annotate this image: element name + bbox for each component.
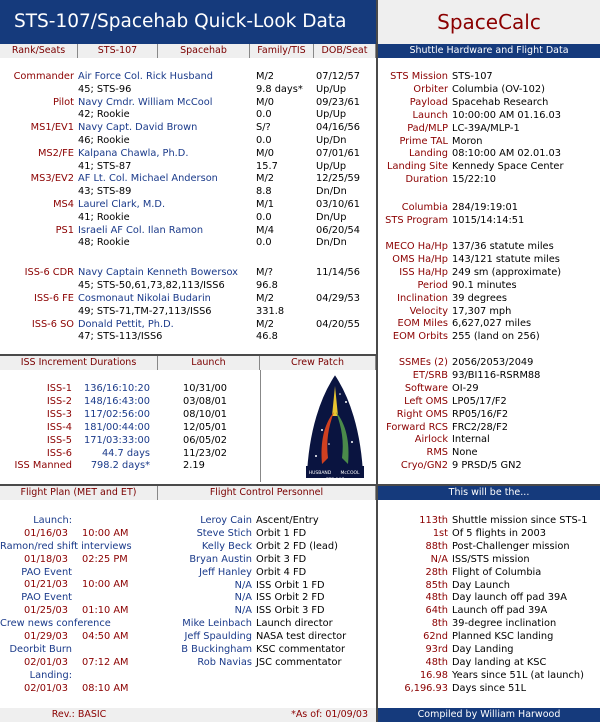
iss-crew-name: Cosmonaut Nikolai Budarin	[78, 292, 211, 304]
header-sts: STS-107	[78, 44, 158, 58]
this-will-be-text: Day landing at KSC	[452, 656, 547, 668]
patch-divider	[260, 370, 261, 482]
crew-seat: Dn/Up	[316, 211, 347, 223]
hardware-label: Forward RCS	[386, 421, 448, 433]
hardware-value: 137/36 statute miles	[452, 241, 554, 252]
hardware-label: Velocity	[409, 305, 448, 317]
hardware-value: FRC2/28/F2	[452, 421, 508, 433]
crew-sub: 42; Rookie	[78, 109, 130, 121]
iss-crew-sub: 45; STS-50,61,73,82,113/ISS6	[78, 279, 225, 291]
crew-family: M/1	[256, 199, 274, 210]
crew-seat: Up/Up	[316, 109, 347, 121]
crew-sub: 43; STS-89	[78, 186, 132, 198]
crew-seat: Up/Up	[316, 160, 347, 172]
hardware-label: Duration	[405, 174, 448, 186]
hardware-value: 93/BI116-RSRM88	[452, 369, 541, 381]
this-will-be-text: Planned KSC landing	[452, 631, 554, 643]
footer-compiled: Compiled by William Harwood	[378, 708, 600, 722]
this-will-be-text: Days since 51L	[452, 682, 527, 694]
hardware-value: 6,627,027 miles	[452, 318, 532, 330]
crew-rank: MS3/EV2	[30, 173, 74, 185]
hardware-label: MECO Ha/Hp	[385, 241, 448, 252]
header-crew-patch: Crew Patch	[260, 356, 376, 370]
crew-family: M/2	[256, 173, 274, 185]
hardware-label: EOM Orbits	[392, 331, 448, 343]
hardware-label: Landing	[408, 148, 448, 160]
personnel-role: Launch director	[256, 618, 333, 630]
this-will-be-text: Day Launch	[452, 579, 510, 591]
hardware-label: Left OMS	[404, 395, 448, 407]
this-will-be-text: Flight of Columbia	[452, 566, 542, 578]
hardware-value: Kennedy Space Center	[452, 161, 564, 173]
hardware-value: Internal	[452, 434, 490, 446]
hardware-label: Airlock	[414, 434, 448, 446]
hardware-label: EOM Miles	[397, 318, 448, 330]
header-spacehab: Spacehab	[158, 44, 250, 58]
crew-name: Air Force Col. Rick Husband	[78, 71, 214, 82]
crew-family: M/0	[256, 147, 274, 159]
hardware-value: Spacehab Research	[452, 96, 549, 108]
crew-name: Israeli AF Col. Ilan Ramon	[78, 224, 204, 236]
this-will-be-text: ISS/STS mission	[452, 553, 530, 565]
iss-crew-name: Donald Pettit, Ph.D.	[78, 318, 174, 330]
personnel-name: Steve Stich	[196, 527, 252, 539]
this-will-be-text: Launch off pad 39A	[452, 605, 548, 617]
iss-increment-launch: 08/10/01	[183, 408, 227, 420]
footer-asof: *As of: 01/09/03	[291, 709, 368, 720]
personnel-role: ISS Orbit 1 FD	[256, 579, 325, 591]
crew-seat: Dn/Dn	[316, 237, 347, 249]
crew-dob: 03/10/61	[316, 199, 360, 210]
iss-crew-sub: 49; STS-71,TM-27,113/ISS6	[78, 305, 212, 317]
crew-rank: MS2/FE	[37, 147, 74, 159]
hardware-value: 284/19:19:01	[452, 202, 518, 213]
crew-sub: 41; Rookie	[78, 211, 130, 223]
hardware-label: RMS	[426, 447, 448, 459]
hardware-value: None	[452, 447, 478, 459]
personnel-role: NASA test director	[256, 631, 347, 643]
crew-sub: 48; Rookie	[78, 237, 130, 249]
this-will-be-text: Post-Challenger mission	[452, 540, 570, 552]
flight-plan-time: 10:00 AM	[82, 579, 129, 591]
hardware-value: 255 (land on 256)	[452, 331, 540, 343]
iss-increment-launch: 2.19	[183, 460, 205, 472]
header-rank: Rank/Seats	[0, 44, 78, 58]
iss-increment-duration: 798.2 days*	[90, 460, 150, 472]
hardware-label: OMS Ha/Hp	[392, 253, 448, 265]
header-flight-personnel: Flight Control Personnel	[158, 486, 376, 500]
personnel-name: Bryan Austin	[189, 553, 252, 565]
hardware-value: LP05/17/F2	[452, 395, 507, 407]
crew-rank: MS1/EV1	[30, 122, 74, 134]
flight-plan-label: Launch:	[33, 515, 72, 526]
personnel-name: B Buckingham	[181, 644, 252, 655]
hardware-label: Landing Site	[387, 161, 448, 173]
hardware-label: STS Program	[385, 214, 448, 226]
crew-rank: Commander	[13, 71, 74, 82]
iss-increment-label: ISS-4	[46, 421, 72, 433]
personnel-name: N/A	[234, 592, 252, 604]
iss-increment-launch: 11/23/02	[183, 447, 227, 459]
hardware-value: LC-39A/MLP-1	[452, 122, 520, 134]
crew-dob: 04/16/56	[316, 122, 360, 134]
crew-rank: Pilot	[53, 96, 74, 108]
iss-increment-duration: 148/16:43:00	[84, 395, 150, 407]
crew-family: M/2	[256, 71, 274, 82]
flight-plan-time: 04:50 AM	[82, 631, 129, 642]
this-will-be-number: 113th	[419, 515, 448, 526]
flight-plan-date: 01/21/03	[24, 579, 68, 591]
crew-name: Kalpana Chawla, Ph.D.	[78, 147, 189, 159]
hardware-label: Prime TAL	[399, 135, 448, 147]
crew-tis: 0.0	[256, 211, 272, 223]
hardware-label: Payload	[409, 96, 448, 108]
header-dob: DOB/Seat	[314, 44, 376, 58]
crew-family: S/?	[256, 122, 271, 134]
personnel-name: Mike Leinbach	[182, 618, 252, 630]
iss-crew-family: M/?	[256, 267, 273, 278]
hardware-value: 17,307 mph	[452, 305, 512, 317]
crew-tis: 0.0	[256, 135, 272, 146]
crew-seat: Up/Dn	[316, 135, 347, 146]
this-will-be-number: 93rd	[425, 644, 448, 655]
hardware-value: 2056/2053/2049	[452, 357, 534, 368]
this-will-be-number: 8th	[431, 618, 448, 630]
flight-plan-date: 01/25/03	[24, 605, 68, 617]
iss-increment-duration: 136/16:10:20	[84, 383, 150, 394]
crew-dob: 07/01/61	[316, 147, 360, 159]
flight-plan-label: PAO Event	[21, 566, 72, 578]
flight-plan-time: 07:12 AM	[82, 656, 129, 668]
flight-plan-label: PAO Event	[21, 592, 72, 604]
hardware-label: Software	[404, 382, 448, 394]
iss-increment-label: ISS-5	[46, 434, 72, 446]
personnel-role: ISS Orbit 2 FD	[256, 592, 325, 604]
flight-plan-time: 10:00 AM	[82, 527, 129, 539]
flight-plan-time: 02:25 PM	[82, 553, 128, 565]
flight-plan-date: 02/01/03	[24, 656, 68, 668]
hardware-value: Columbia (OV-102)	[452, 83, 545, 95]
this-will-be-number: 64th	[425, 605, 448, 617]
this-will-be-number: 6,196.93	[404, 682, 448, 694]
header-family: Family/TIS	[250, 44, 314, 58]
flight-plan-label: Deorbit Burn	[9, 644, 72, 655]
this-will-be-text: Shuttle mission since STS-1	[452, 515, 588, 526]
crew-rank: PS1	[55, 224, 74, 236]
crew-name: AF Lt. Col. Michael Anderson	[78, 173, 218, 185]
iss-increment-launch: 03/08/01	[183, 395, 227, 407]
hardware-label: Period	[417, 279, 448, 291]
personnel-name: Leroy Cain	[200, 515, 252, 526]
personnel-name: N/A	[234, 579, 252, 591]
this-will-be-number: 85th	[425, 579, 448, 591]
iss-crew-dob: 04/29/53	[316, 292, 360, 304]
crew-patch	[302, 372, 368, 484]
hardware-value: 9 PRSD/5 GN2	[452, 460, 522, 472]
crew-name: Laurel Clark, M.D.	[78, 199, 166, 210]
patch-band: STS-107	[325, 478, 345, 483]
iss-increment-duration: 181/00:44:00	[84, 421, 150, 433]
flight-plan-date: 01/16/03	[24, 527, 68, 539]
iss-increment-launch: 12/05/01	[183, 421, 227, 433]
flight-plan-time: 01:10 AM	[82, 605, 129, 617]
flight-plan-date: 01/29/03	[24, 631, 68, 642]
hardware-value: 249 sm (approximate)	[452, 266, 562, 278]
patch-left-name: HUSBAND	[308, 471, 332, 476]
flight-plan-label: Landing:	[29, 669, 72, 681]
this-will-be-text: 39-degree inclination	[452, 618, 557, 630]
hardware-label: Orbiter	[413, 83, 448, 95]
iss-crew-tis: 331.8	[256, 305, 285, 317]
this-will-be-text: Day Landing	[452, 644, 514, 655]
personnel-role: ISS Orbit 3 FD	[256, 605, 325, 617]
personnel-role: Orbit 2 FD (lead)	[256, 540, 338, 552]
iss-crew-name: Navy Captain Kenneth Bowersox	[78, 267, 238, 278]
hardware-value: OI-29	[452, 382, 479, 394]
this-will-be-number: 1st	[432, 527, 448, 539]
this-will-be-number: N/A	[430, 553, 448, 565]
flight-plan-label: Ramon/red shift interviews	[0, 540, 132, 552]
iss-increment-duration: 44.7 days	[101, 447, 150, 459]
flight-plan-date: 02/01/03	[24, 682, 68, 694]
personnel-name: Kelly Beck	[201, 540, 252, 552]
iss-increment-duration: 117/02:56:00	[84, 408, 150, 420]
crew-tis: 0.0	[256, 237, 272, 249]
crew-family: M/0	[256, 96, 274, 108]
crew-dob: 06/20/54	[316, 224, 360, 236]
crew-sub: 41; STS-87	[78, 160, 132, 172]
hardware-label: Right OMS	[396, 408, 448, 420]
hardware-value: 15/22:10	[452, 174, 496, 186]
this-will-be-text: Years since 51L (at launch)	[452, 669, 584, 681]
hardware-value: 143/121 statute miles	[452, 253, 560, 265]
crew-dob: 12/25/59	[316, 173, 360, 185]
personnel-role: KSC commentator	[256, 644, 346, 655]
personnel-name: Jeff Hanley	[199, 566, 252, 578]
hardware-label: Pad/MLP	[407, 122, 448, 134]
header-iss-durations: ISS Increment Durations	[0, 356, 158, 370]
hardware-value: RP05/16/F2	[452, 408, 509, 420]
crew-tis: 9.8 days*	[256, 83, 303, 95]
crew-name: Navy Cmdr. William McCool	[78, 96, 213, 108]
this-will-be-number: 88th	[425, 540, 448, 552]
iss-increment-label: ISS-6	[46, 447, 72, 459]
this-will-be-text: Of 5 flights in 2003	[452, 527, 546, 539]
hardware-label: ET/SRB	[412, 369, 448, 381]
header-hardware: Shuttle Hardware and Flight Data	[378, 44, 600, 58]
personnel-name: Jeff Spaulding	[184, 631, 252, 643]
personnel-name: Rob Navias	[197, 656, 252, 668]
iss-crew-family: M/2	[256, 292, 274, 304]
crew-sub: 46; Rookie	[78, 135, 130, 146]
iss-increment-label: ISS-1	[46, 383, 72, 394]
hardware-label: Cryo/GN2	[400, 460, 448, 472]
header-this-will-be: This will be the...	[378, 486, 600, 500]
hardware-label: ISS Ha/Hp	[399, 266, 448, 278]
hardware-label: Columbia	[401, 202, 448, 213]
iss-crew-tis: 96.8	[256, 279, 278, 291]
iss-crew-dob: 04/20/55	[316, 318, 360, 330]
hardware-value: 1015/14:14:51	[452, 214, 525, 226]
iss-crew-rank: ISS-6 FE	[33, 292, 74, 304]
hardware-value: 39 degrees	[452, 292, 508, 304]
hardware-value: 08:10:00 AM 02.01.03	[452, 148, 562, 160]
personnel-role: Orbit 3 FD	[256, 553, 307, 565]
flight-plan-label: Crew news conference	[0, 618, 111, 630]
this-will-be-text: Day launch off pad 39A	[452, 592, 567, 604]
this-will-be-number: 28th	[425, 566, 448, 578]
crew-family: M/4	[256, 224, 274, 236]
page-title: STS-107/Spacehab Quick-Look Data	[0, 0, 376, 44]
iss-increment-launch: 10/31/00	[183, 383, 227, 394]
crew-sub: 45; STS-96	[78, 83, 132, 95]
hardware-value: 10:00:00 AM 01.16.03	[452, 109, 562, 121]
this-will-be-number: 62nd	[423, 631, 448, 643]
iss-increment-launch: 06/05/02	[183, 434, 227, 446]
this-will-be-number: 16.98	[419, 669, 448, 681]
crew-name: Navy Capt. David Brown	[78, 122, 198, 134]
personnel-name: N/A	[234, 605, 252, 617]
hardware-value: STS-107	[452, 71, 493, 82]
iss-crew-sub: 47; STS-113/ISS6	[78, 331, 163, 343]
footer-rev: Rev.: BASIC	[51, 709, 107, 720]
personnel-role: Ascent/Entry	[256, 515, 319, 526]
iss-crew-family: M/2	[256, 318, 274, 330]
header-iss-launch: Launch	[158, 356, 260, 370]
iss-increment-label: ISS-3	[46, 408, 72, 420]
hardware-value: Moron	[452, 135, 483, 147]
crew-seat: Dn/Dn	[316, 186, 347, 198]
personnel-role: Orbit 4 FD	[256, 566, 307, 578]
iss-crew-dob: 11/14/56	[316, 267, 360, 278]
crew-tis: 8.8	[256, 186, 272, 198]
brand-title: SpaceCalc	[378, 0, 600, 44]
flight-plan-time: 08:10 AM	[82, 682, 129, 694]
iss-crew-tis: 46.8	[256, 331, 278, 343]
crew-seat: Up/Up	[316, 83, 347, 95]
flight-plan-date: 01/18/03	[24, 553, 68, 565]
hardware-label: STS Mission	[390, 71, 448, 82]
hardware-label: SSMEs (2)	[398, 357, 448, 368]
crew-dob: 07/12/57	[316, 71, 360, 82]
crew-patch-icon	[302, 372, 368, 484]
iss-crew-rank: ISS-6 SO	[31, 318, 74, 330]
patch-right-name: McCOOL	[340, 471, 360, 476]
crew-tis: 15.7	[256, 160, 278, 172]
this-will-be-number: 48th	[425, 592, 448, 604]
this-will-be-number: 48th	[425, 656, 448, 668]
personnel-role: Orbit 1 FD	[256, 527, 307, 539]
hardware-label: Inclination	[397, 292, 448, 304]
iss-crew-rank: ISS-6 CDR	[24, 267, 74, 278]
personnel-role: JSC commentator	[256, 656, 342, 668]
iss-increment-label: ISS Manned	[14, 460, 72, 472]
hardware-label: Launch	[412, 109, 448, 121]
iss-increment-label: ISS-2	[46, 395, 72, 407]
hardware-value: 90.1 minutes	[452, 279, 517, 291]
crew-dob: 09/23/61	[316, 96, 360, 108]
crew-tis: 0.0	[256, 109, 272, 121]
header-flight-plan: Flight Plan (MET and ET)	[0, 486, 158, 500]
crew-rank: MS4	[53, 199, 74, 210]
iss-increment-duration: 171/03:33:00	[84, 434, 150, 446]
